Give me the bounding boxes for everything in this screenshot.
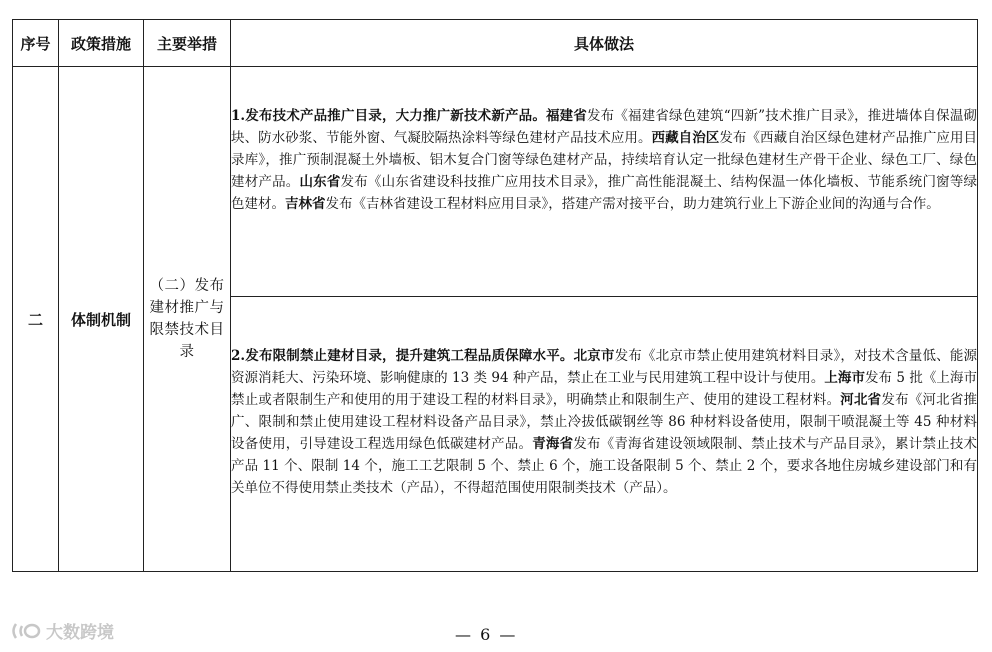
table-row	[13, 67, 978, 297]
header-policy: 政策措施	[59, 20, 144, 67]
practice-text-1	[231, 67, 977, 215]
practice-segment: 发布《西藏自治区绿色建材产品推广应用目录库》，推广预制混凝土外墙板、铝木复合门窗等绿色建材产品，持续培育认定一批绿色建材生产骨干企业、绿色工厂、绿色建材产品。	[231, 130, 978, 190]
practice-highlight: 福建省	[546, 108, 588, 124]
practice-segment: 发布《福建省绿色建筑“四新”技术推广目录》，推进墙体自保温砌块、防水砂浆、节能外窗、气凝胶隔热涂料等绿色建材产品技术应用。	[231, 108, 977, 146]
practice-segment: 发布《山东省建设科技推广应用技术目录》，推广高性能混凝土、结构保温一体化墙板、节能系统门窗等绿色建材。	[231, 174, 978, 212]
watermark-text: 大数跨境	[46, 623, 114, 643]
practice-highlight: 上海市	[824, 370, 865, 386]
table-header-row	[13, 20, 978, 67]
watermark	[10, 618, 114, 643]
header-index: 序号	[13, 20, 59, 67]
practice-cell-1	[231, 67, 978, 297]
practice-highlight: 吉林省	[285, 196, 326, 212]
practice-segment: 发布《北京市禁止使用建筑材料目录》，对技术含量低、能源资源消耗大、污染环境、影响健康的 13 类 94 种产品，禁止在工业与民用建筑工程中设计与使用。	[231, 348, 978, 386]
practice-text-2	[231, 297, 977, 499]
practice-segment: 发布《吉林省建设工程材料应用目录》，搭建产需对接平台，助力建筑行业上下游企业间的沟通与合作。	[325, 196, 940, 212]
practice-segment: 发布 5 批《上海市禁止或者限制生产和使用的用于建设工程的材料目录》，明确禁止和限制生产、使用的建设工程材料。	[231, 370, 978, 408]
practice-highlight: 山东省	[299, 174, 341, 190]
header-practice: 具体做法	[231, 20, 978, 67]
brand-logo-icon	[10, 621, 42, 641]
practice-highlight: 河北省	[840, 392, 882, 408]
practice-cell-2	[231, 297, 978, 572]
practice-segment: 发布《河北省推广、限制和禁止使用建设工程材料设备产品目录》，禁止冷拔低碳钢丝等 86 种材料设备使用，限制干喷混凝土等 45 种材料设备使用，引导建设工程选用绿色低碳建材产品。	[231, 392, 978, 452]
practice-highlight: 北京市	[573, 348, 615, 364]
row-number: 二	[13, 67, 59, 572]
practice-segment: 发布《青海省建设领域限制、禁止技术与产品目录》，累计禁止技术产品 11 个、限制 14 个，施工工艺限制 5 个、禁止 6 个，施工设备限制 5 个、禁止 2 个，要求各地住房城乡建设部门和有关单位不得使用禁止类技术（产品），不得超范围使用限制类技术（产品）。	[231, 436, 978, 496]
practice-highlight: 2.发布限制禁止建材目录，提升建筑工程品质保障水平。	[231, 348, 574, 364]
practice-highlight: 青海省	[532, 436, 574, 452]
practice-highlight: 西藏自治区	[651, 130, 720, 146]
measure-cell: （二）发布建材推广与限禁技术目录	[144, 67, 231, 572]
policy-table	[12, 19, 978, 572]
practice-highlight: 1.发布技术产品推广目录，大力推广新技术新产品。	[231, 108, 546, 124]
page-number: — 6 —	[455, 625, 518, 644]
header-measure: 主要举措	[144, 20, 231, 67]
policy-cell: 体制机制	[59, 67, 144, 572]
